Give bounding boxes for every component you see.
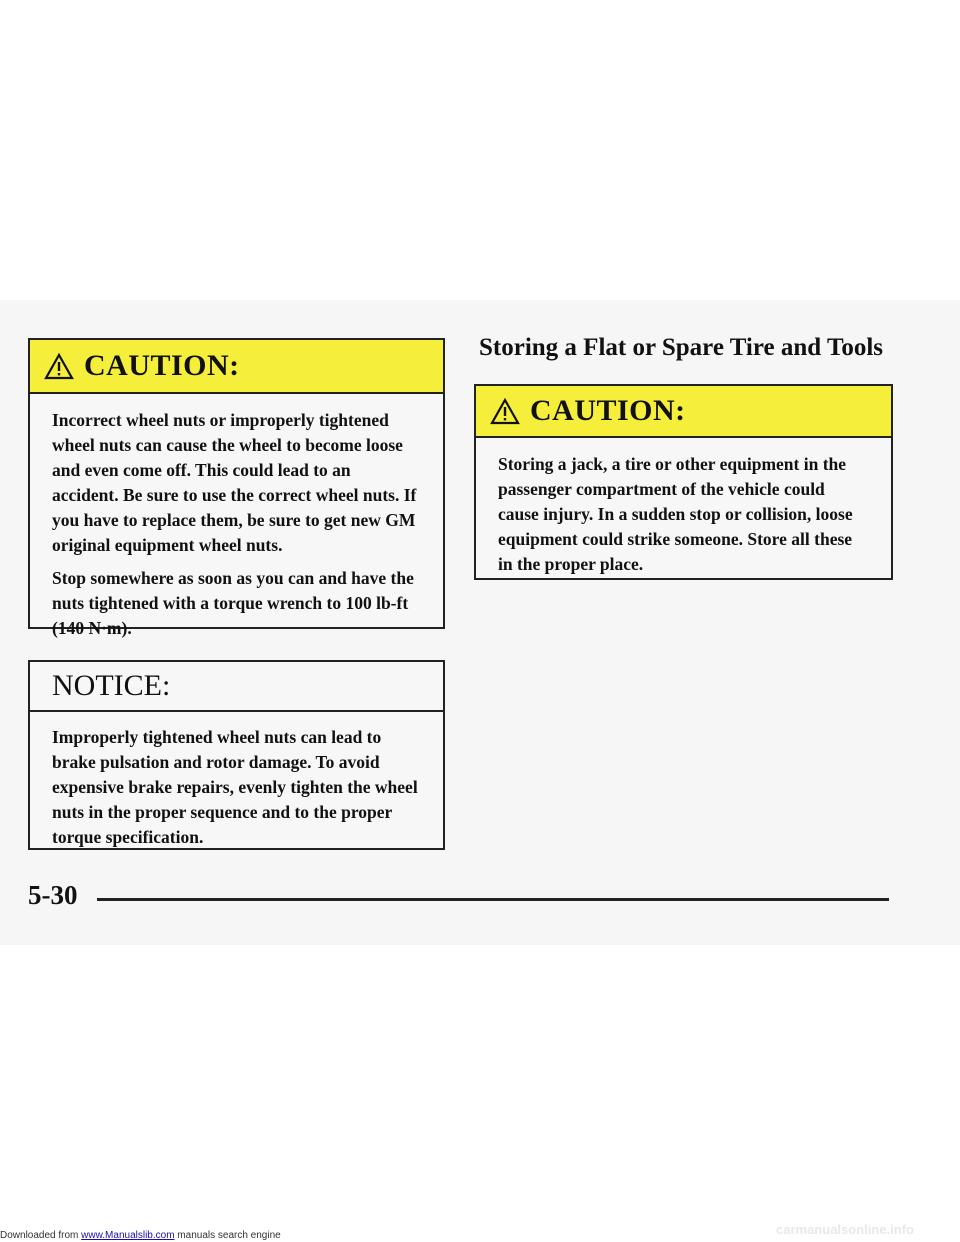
notice-box <box>28 660 445 850</box>
caution-paragraph: Stop somewhere as soon as you can and have the nuts tightened with a torque wrench to 100 lb-ft (140 N·m). <box>52 568 414 638</box>
download-footer <box>0 1230 281 1241</box>
warning-triangle-icon <box>490 398 520 425</box>
caution-box-storage <box>474 384 893 580</box>
notice-heading: NOTICE: <box>52 669 171 702</box>
footer-suffix: manuals search engine <box>174 1230 281 1241</box>
warning-triangle-icon <box>44 353 74 380</box>
section-title: Storing a Flat or Spare Tire and Tools <box>479 334 884 361</box>
manualslib-link[interactable]: www.Manualslib.com <box>81 1230 175 1241</box>
watermark: carmanualsonline.info <box>776 1222 914 1237</box>
caution-heading: CAUTION: <box>530 394 686 427</box>
caution-header <box>30 340 443 394</box>
notice-text: Improperly tightened wheel nuts can lead to brake pulsation and rotor damage. To avoid expensive brake repairs, evenly tighten the wheel nuts in the proper sequence and to the proper torque specification. <box>52 727 418 847</box>
caution-heading: CAUTION: <box>84 349 240 382</box>
caution-box-wheel-nuts <box>28 338 445 638</box>
footer-prefix: Downloaded from <box>0 1230 82 1241</box>
page-rule <box>97 898 889 901</box>
notice-header <box>30 662 443 712</box>
caution-paragraph: Incorrect wheel nuts or improperly tightened wheel nuts can cause the wheel to become loose and even come off. This could lead to an accident. Be sure to use the correct wheel nuts. If you have to replace them, be sure to get new GM original equipment wheel nuts. <box>52 410 417 555</box>
page-number: 5-30 <box>28 880 78 910</box>
caution-header <box>476 386 891 438</box>
caution-text: Storing a jack, a tire or other equipment in the passenger compartment of the vehicle could cause injury. In a sudden stop or collision, loose equipment could strike someone. Store all these in the proper place. <box>498 454 853 574</box>
